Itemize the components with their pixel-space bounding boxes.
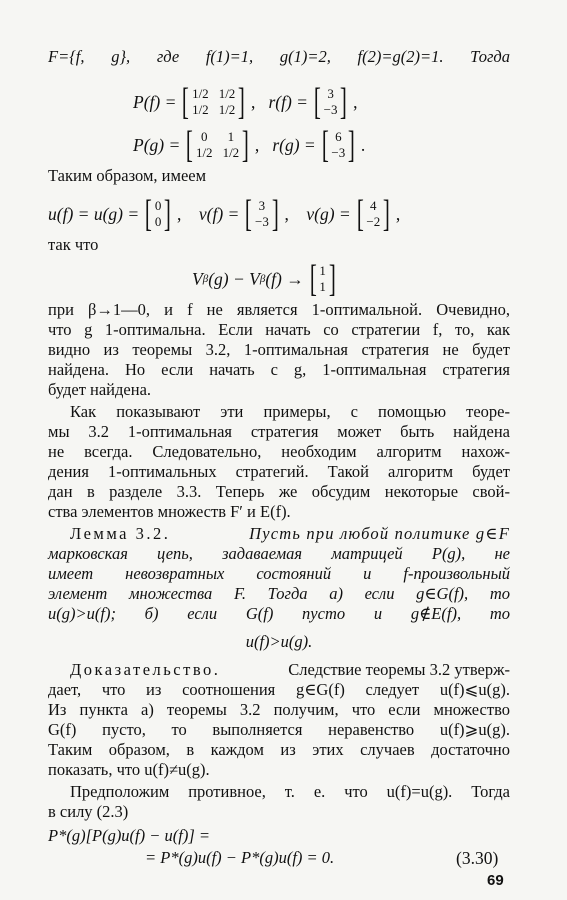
beta-subscript: β [259,273,266,285]
text-line: F={f, g}, где f(1)=1, g(1)=2, f(2)=g(2)=1. Тогда [48,47,510,66]
vector-cell: 3 [327,86,334,101]
vector-cell: 1 [319,279,326,294]
text-line: Предположим противное, т. е. что u(f)=u(g). Тогда [70,782,510,801]
vector-cell: 0 [154,198,162,213]
u-lhs: u(f) = u(g) = [48,203,140,224]
proof-heading: Доказательство. [70,660,221,679]
vector-limit: [ 1 1 ] [309,258,336,300]
text-line: элемент множества F. Тогда а) если g∈G(f), то [48,584,510,603]
equation-v-beta [192,260,342,298]
v-symbol: V [192,268,203,289]
equation-pf-rf: P(f) = [ 1/2 1/2 1/2 1/2 ] , r(f) = [ 3 −3 ] , [133,81,358,123]
matrix-pg: [ 0 1 1/2 1/2 ] [186,124,249,166]
text-line: мы 3.2 1-оптимальная стратегия может быть найдена [48,422,510,441]
matrix-cell: 0 [201,129,208,144]
matrix-cell: 1/2 [218,86,236,101]
vector-cell: 3 [258,198,266,213]
vector-rf: [ 3 −3 ] [313,81,348,123]
vector-vg: [ 4 −2 ] [356,193,391,235]
matrix-cell: 1/2 [195,145,213,160]
text-line: Из пункта а) теоремы 3.2 получим, что если множество [48,700,510,719]
v-expression: (g) − V [208,268,260,289]
lemma-first-line [70,524,510,544]
vector-cell: −2 [366,214,381,229]
text-line: найдена. Но если начать с g, 1-оптимальная стратегия [48,360,510,379]
text-line: дан в разделе 3.3. Теперь же обсудим некоторые свой- [48,482,510,501]
vector-vf: [ 3 −3 ] [245,193,279,235]
vector-rg: [ 6 −3 ] [321,124,356,166]
vg-lhs: v(g) = [306,203,351,224]
text-line: так что [48,235,99,254]
vf-lhs: v(f) = [198,203,240,224]
rf-lhs: r(f) = [268,91,308,112]
lemma-text: Пусть при любой политике g∈F [249,524,510,543]
page-number: 69 [487,872,504,889]
text-line: при β→1—0, и f не является 1-оптимальной. Очевидно, [48,300,510,319]
matrix-cell: 1/2 [192,86,209,101]
text-line: видно из теоремы 3.2, 1-оптимальная стратегия не будет [48,340,510,359]
pf-lhs: P(f) = [133,91,177,112]
text-line: имеет невозвратных состояний и f-произвольный [48,564,510,583]
text-line: будет найдена. [48,380,152,399]
lemma-inequality: u(f)>u(g). [245,632,313,651]
text-line: не всегда. Следовательно, необходим алгоритм нахож- [48,442,510,461]
text-line: ства элементов множеств F′ и E(f). [48,502,291,521]
proof-first-line [70,660,510,680]
proof-text: Следствие теоремы 3.2 утверж- [288,660,510,679]
text-line: Таким образом, в каждом из этих случаев достаточно [48,740,510,759]
beta-subscript: β [202,273,209,285]
text-line: Как показывают эти примеры, с помощью теоре- [70,402,510,421]
equation-3-30-line1: P*(g)[P(g)u(f) − u(f)] = [48,826,211,845]
vector-cell: 1 [319,263,326,278]
text-line: Таким образом, имеем [48,166,207,185]
text-line: дения 1-оптимальных стратегий. Такой алгоритм будет [48,462,510,481]
text-line: дает, что из соотношения g∈G(f) следует u(f)⩽u(g). [48,680,510,699]
text-line: марковская цепь, задаваемая матрицей P(g), не [48,544,510,563]
vector-cell: 6 [335,129,342,144]
vector-cell: 4 [370,198,377,213]
rg-lhs: r(g) = [272,134,316,155]
matrix-cell: 1/2 [218,102,236,117]
matrix-cell: 1/2 [222,145,240,160]
equation-pg-rg: P(g) = [ 0 1 1/2 1/2 ] , r(g) = [ 6 −3 ] . [133,124,366,166]
vector-cell: 0 [154,214,162,229]
vector-u: [ 0 0 ] [145,193,172,235]
vector-cell: −3 [254,214,269,229]
text-line: показать, что u(f)≠u(g). [48,760,210,779]
equation-3-30-line2: = P*(g)u(f) − P*(g)u(f) = 0. [145,848,335,867]
matrix-pf: [ 1/2 1/2 1/2 1/2 ] [182,81,246,123]
matrix-cell: 1/2 [192,102,209,117]
text-line: что g 1-оптимальна. Если начать со стратегии f, то, как [48,320,510,339]
pg-lhs: P(g) = [133,134,181,155]
text-line: в силу (2.3) [48,802,129,821]
equation-u-v: u(f) = u(g) = [ 0 0 ] , v(f) = [ 3 −3 ] , v(g) = [ 4 −2 ] , [48,193,401,235]
v-expression: (f) → [265,268,304,289]
vector-cell: −3 [331,145,346,160]
lemma-heading: Лемма 3.2. [70,524,171,543]
vector-cell: −3 [323,102,338,117]
equation-number: (3.30) [456,848,499,868]
matrix-cell: 1 [227,129,235,144]
text-line: u(g)>u(f); б) если G(f) пусто и g∉E(f), то [48,604,510,623]
text-line: G(f) пусто, то выполняется неравенство u(f)⩾u(g). [48,720,510,739]
